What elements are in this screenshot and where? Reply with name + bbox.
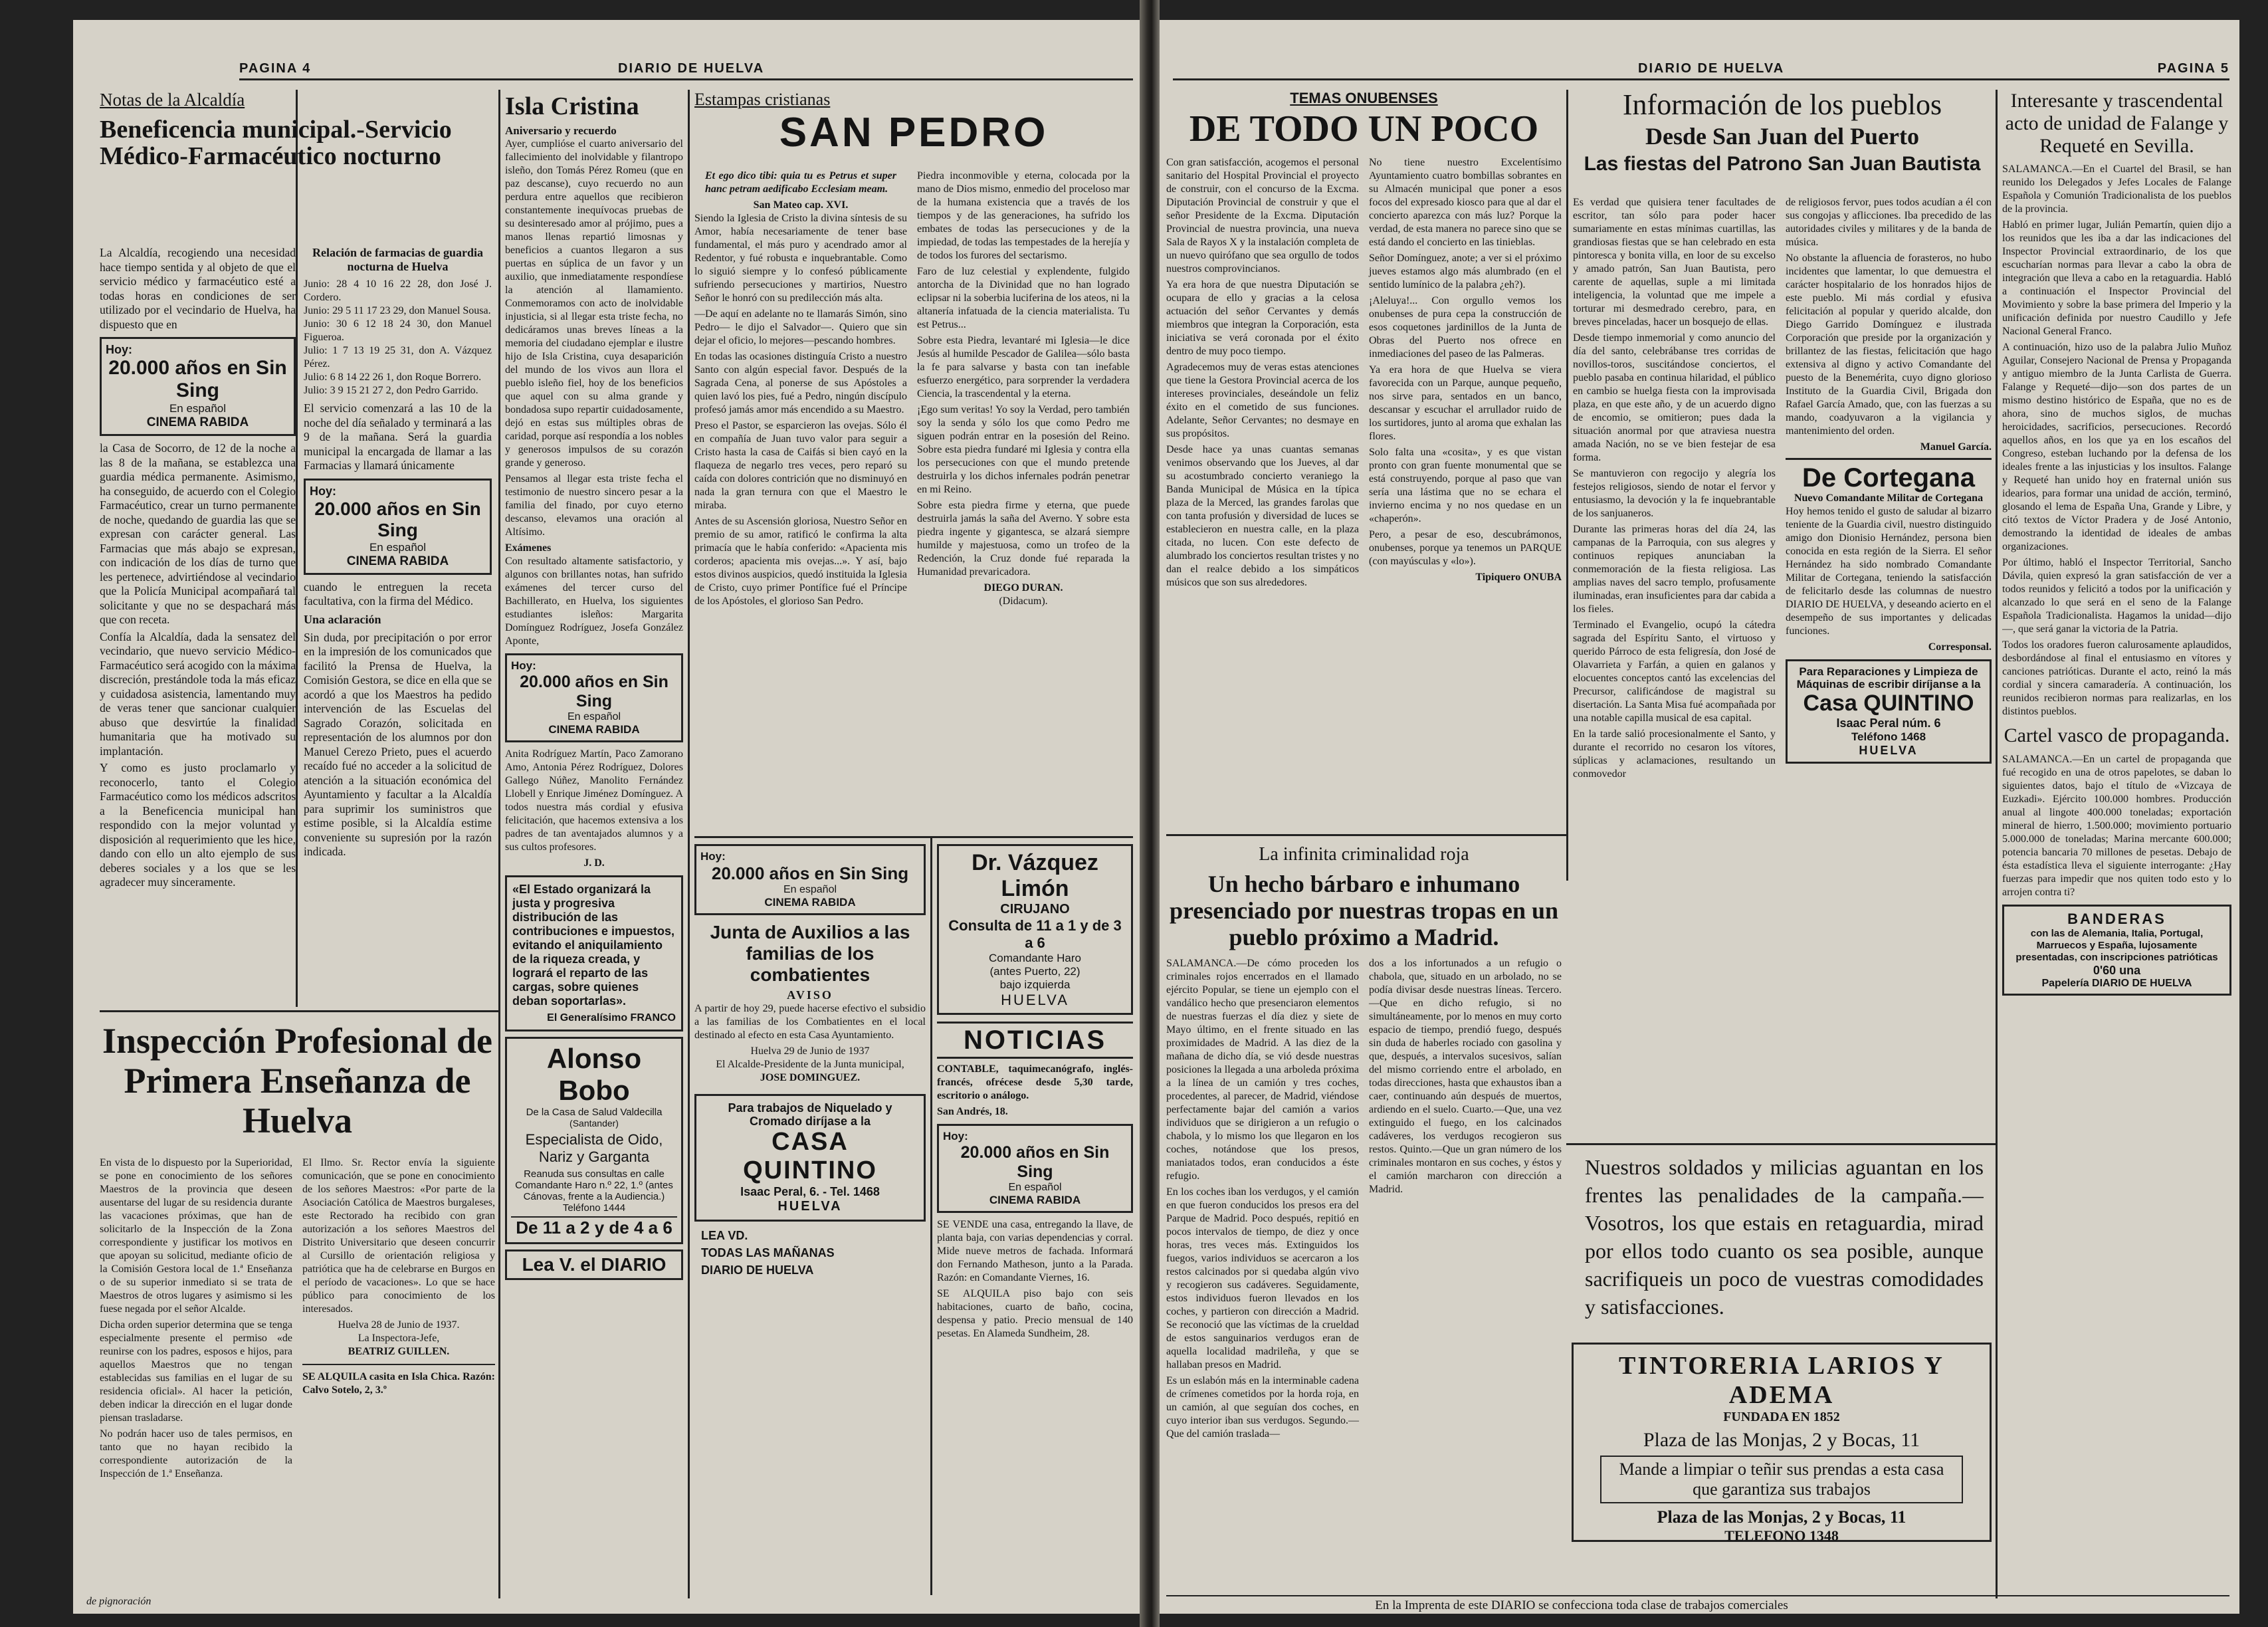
ad-hoy: Hoy:: [106, 343, 132, 356]
tintoreria-founded: FUNDADA EN 1852: [1723, 1410, 1840, 1424]
tintoreria-addr: Plaza de las Monjas, 2 y Bocas, 11: [1643, 1429, 1920, 1451]
ad-lang: En español: [783, 884, 837, 895]
lea-box: [694, 1227, 926, 1279]
ad-cinema: CINEMA RABIDA: [548, 722, 640, 736]
farmacia-item: Junio: 30 6 12 18 24 30, don Manuel Figueroa.: [304, 318, 492, 343]
farmacias-p2: cuando le entreguen la receta facultativa, con la firma del Médico.: [304, 580, 492, 607]
lea-l3: DIARIO DE HUELVA: [701, 1263, 814, 1277]
todo-p1: Con gran satisfacción, acogemos el personal sanitario del Hospital Provincial el proyecto de construir, con el concurso de la Excma. Diputación Provincial de construir y que el señor Presidente de la Excma. Diputación Provincial de nuestra provincia, una nueva Sala de Rayos X y la instalación completa de un nuevo quirófano que sea orgullo de todos nuestros comprovincianos.: [1166, 157, 1359, 274]
cortegana-sign: Corresponsal.: [1928, 641, 1992, 653]
col-rule: [688, 90, 690, 1598]
pueblos-p5: Terminado el Evangelio, ocupó la cátedra sagrada del Espíritu Santo, el virtuoso y querido Párroco de esta feligresía, don José de Olavarrieta y Farfán, a quien en galanos y elocuentes conceptos cantó las excelencias del Precursor, calificándose de magistral su disertación. La Santa Misa fué acompañada por una notable capilla musical de esa capital.: [1573, 619, 1776, 724]
junta-name: JOSE DOMINGUEZ.: [760, 1072, 861, 1083]
san-pedro-sign: DIEGO DURAN.: [983, 582, 1063, 594]
section-rule: [694, 836, 1133, 838]
cinema-ad: [505, 653, 683, 742]
section-rule: [1566, 1143, 1997, 1145]
quintino-addr: Isaac Peral, 6. - Tel. 1468: [740, 1185, 880, 1198]
epigraph-source: San Mateo cap. XVI.: [753, 199, 849, 211]
alcaldia-p4: Y como es justo proclamarlo y reconocerlo, tanto el Colegio Farmacéutico como los médicos adscritos a la Beneficencia municipal han respondido con la mejor voluntad y disposición al requerimiento que les hice, dando con ello un alto ejemplo de sus deberes sociales y a los que se les agradecer muy sinceramente.: [100, 761, 296, 889]
farmacias-title: Relación de farmacias de guardia nocturna de Huelva: [312, 246, 483, 273]
todo-p2: Ya era hora de que nuestra Diputación se ocupara de ello y gracias a la celosa actuación del señor Cervantes y demás miembros que integran la Corporación, esta iniciativa se verá coronada por el éxito dentro de muy poco tiempo.: [1166, 279, 1359, 357]
inspeccion-p1: En vista de lo dispuesto por la Superioridad, se pone en conocimiento de los señores Maestros de la provincia que deseen ausentarse del lugar de su residencia durante las vacaciones próximas, que han de solicitarlo de la Inspección de la Zona correspondiente y justificar los motivos en que apoyan su solicitud, mediante oficio de la Comisión Gestora local de 1.ª Enseñanza o de su superior inmediato si se trata de Maestros de otros lugares y asimismo si les fuese negada por el señor Alcalde.: [100, 1157, 292, 1315]
isla-p1: Ayer, cumplióse el cuarto aniversario del fallecimiento del inolvidable y filantropo isleño, don Tomás Pérez Romeu (que en paz descanse), cuyo recuerdo no aun perdura entre aquellos que recibieron constantemente inequívocas pruebas de su desinteresado amor al prójimo, pues a manos llenas repartió limosnas y beneficios a cuantos llegaron a sus puertas en súplica de un favor y un auxilio, que inmediatamente respondíese la atención al llamamiento. Conmemoramos con acto de inolvidable injusticia, si al llegar esta triste fecha, no dedicáramos unas breves líneas a la memoria del ciudadano ejemplar e ilustre hijo de Isla Cristina, cuya desaparición del mundo de los vivos aun llora el pueblo isleño fiel, hoy de los beneficios que aquel con su alma grande y bondadosa supo repartir cuidadosamente, dejó en estas sus múltiples obras de caridad, porque así respondía a los nobles y generosos impulsos de su corazón grande y generoso.: [505, 138, 683, 469]
banderas-seller: Papelería DIARIO DE HUELVA: [2041, 977, 2192, 989]
pueblos-p2: Desde tiempo inmemorial y como anuncio del día del santo, celebrábanse tres corridas de novillos-toros, suscitándose conciertos, el pueblo pasaba en continua hilaridad, el público en cambio se huelga fiesta con la improvisada plaza, en que este año, y de un acuerdo digno de encomio, se omitieron; pues dada la situación anormal por que atraviesa nuestra amada Nación, no se ve bien festejar de esa forma.: [1573, 332, 1776, 463]
falange-p3: A continuación, hizo uso de la palabra Julio Muñoz Aguilar, Consejero Nacional de Prensa y Propaganda y antiguo miembro de la Junta Carlista de Guerra. Falange y Requeté—dijo—son dos partes de un mismo destino histórico de España, que no es de ahora, sino de muchos siglos, de muchas heroicidades, sacrificios, persecuciones. Recordó aquellos años, en los que ya en los escaños del Congreso, esteban luchando por la defensa de los ideales frente a las injusticias y los insultos. Falange y Requeté han unido hoy en fraternal unión sus idearios, para formar una unidad de acción, terminó, glosando el lema de España Una, Grande y Libre, y citó textos de Víctor Pradera y de José Antonio, demostrando la identidad de ideales de ambas organizaciones.: [2002, 342, 2231, 552]
left-paper-name: DIARIO DE HUELVA: [618, 61, 765, 76]
vazquez-city: HUELVA: [1001, 992, 1069, 1008]
falange-p2: Habló en primer lugar, Julián Pemartín, quien dijo a los reunidos que les iba a dar las indicaciones del Inspector Provincial extraordinario, de los que escucharían normas para llevar a cabo la obra de integración que lleva a cabo en la retaguardia. Habló a continuación el Inspector Provincial del Movimiento y sobre la base primera del Imperio y la unificación definida por nuestro Caudillo y Jefe Nacional General Franco.: [2002, 219, 2231, 337]
vazquez-addr2: (antes Puerto, 22): [989, 965, 1081, 978]
alcaldia-kicker: Notas de la Alcaldía: [100, 90, 245, 110]
franco-sign: El Generalísimo FRANCO: [547, 1012, 676, 1024]
inspeccion-headline: Inspección Profesional de Primera Enseñanza de Huelva: [102, 1021, 492, 1140]
farmacias-p: El servicio comenzará a las 10 de la noche del día señalado y terminará a las 9 de la mañana. Será la guardia municipal la encargada de llamar a las Farmacias y llamará únicamente: [304, 401, 492, 472]
ad-lang: En español: [369, 540, 427, 554]
criminal-p2: En los coches iban los verdugos, y el camión en que fueron conducidos los presos era del Parque de Madrid. Poco después, repitió en pocos intervalos de tiempo, de diez y once horas, tres veces más. Extinguidos los fuegos, varios individuos se acercaron a los restos calcinados por si quedaba algún vivo y recogieron sus cadáveres. Seguidamente, estos individuos fueron llevados en los coches, y partieron con dirección a Madrid. Se reconoció que las víctimas de la crueldad de estos sanguinarios verdugos eran de aquella localidad madrileña, y que se hallaban presos en Madrid.: [1166, 1186, 1359, 1370]
banderas-ad: [2002, 905, 2231, 996]
ad-title: 20.000 años en Sin Sing: [314, 498, 481, 540]
section-rule: [100, 1010, 498, 1012]
farmacias-box: [304, 246, 492, 862]
quintino2-line1: Para Reparaciones y Limpieza de Máquinas de escribir diríjanse a la: [1796, 665, 1981, 691]
quintino2-addr: Isaac Peral núm. 6: [1836, 716, 1941, 730]
pueblos-p1: Es verdad que quisiera tener facultades de escritor, tan sólo para poder hacer sumariamente en estas mínimas cuartillas, las grandiosas fiestas que se han celebrado en esta pintoresca y bonita villa, en loor de su excelso y amado patrón, San Juan Bautista, pero carente de aquellas, suple a mi limitada inteligencia, la voluntad que me impele a torturar mi desmedrado cerebro, para, en breves pinceladas, hacer un bosquejo de ellas.: [1573, 197, 1776, 328]
farmacia-item: Julio: 1 7 13 19 25 31, don A. Vázquez Pérez.: [304, 345, 492, 370]
casa-quintino-ad-2: [1786, 659, 1992, 764]
alonso-bobo-ad: [505, 1037, 683, 1244]
pueblos-sub: Desde San Juan del Puerto: [1645, 123, 1920, 150]
left-page-number: PAGINA 4: [239, 61, 312, 76]
todo-p4: Desde hace ya unas cuantas semanas venimos observando que los Jueves, al dar su acostumbrado concierto veraniego la Banda Municipal de Música en la típica plaza de la Merced, las grandes farolas que con tanta profusión y diversidad de luces se establecieron en nuestra calle, en la plaza citada, no lucen. Con este defecto de alumbrado los conciertos resultan tristes y no dan el realce debido a los simpáticos músicos que son sus alrededores.: [1166, 444, 1359, 588]
isla-p4: Anita Rodríguez Martín, Paco Zamorano Amo, Antonia Pérez Rodríguez, Dolores Gallego Núñez, Manolito Fernández Llobell y Enrique Jiménez Domínguez. A todos nuestra más cordial y efusiva felicitación, que hacemos extensiva a los padres de tan aventajados alumnos y a sus cultos profesores.: [505, 748, 683, 853]
right-lower-column: [937, 844, 1133, 1595]
ad-cinema: CINEMA RABIDA: [764, 896, 856, 909]
junta-place: Huelva 29 de Junio de 1937: [750, 1045, 870, 1057]
ad-title: 20.000 años en Sin Sing: [711, 863, 909, 883]
noticias-n1: CONTABLE, taquimecanógrafo, inglés-francés, ofrécese desde 5,30 tarde, escritorio o análogo.: [937, 1063, 1133, 1101]
vazquez-role: CIRUJANO: [1000, 902, 1070, 917]
san-pedro-p9: ¡Ego sum veritas! Yo soy la Verdad, pero también soy la senda y sólo los que como Pedro me siguen podrán entrar en la posesión del Reino. Sobre esta piedra fundaré mi Iglesia y contra ella los persecuciones con que el mundo pretende destruirla y los dichos infernales podrán penetrar en mi Reino.: [917, 404, 1130, 495]
noticias-n3: SE ALQUILA piso bajo con seis habitaciones, cuarto de baño, cocina, despensa y patio. Precio mensual de 140 pesetas. En Alameda Sundheim, 28.: [937, 1288, 1133, 1339]
alquila-chica: SE ALQUILA casita en Isla Chica. Razón: Calvo Sotelo, 2, 3.º: [302, 1371, 495, 1396]
estampas-kicker: Estampas cristianas: [694, 90, 831, 109]
lea-l2: TODAS LAS MAÑANAS: [701, 1246, 835, 1259]
tintoreria-line2: que garantiza sus trabajos: [1693, 1479, 1871, 1499]
falange-p4: Por último, habló el Inspector Territorial, Sancho Dávila, quien expresó la gran satisfacción de ver a todos reunidos y felicitó a todos por la unificación y alcanzado lo que será en el seno de la Falange Española Tradicionalista. Hagamos la unidad—dijo—, que será ganar la victoria de la Patria.: [2002, 557, 2231, 635]
todo-p8: Ya era hora de que Huelva se viera favorecida con un Parque, aunque pequeño, nos sirve para, sentados en un banco, descansar y escuchar el arrullador ruido de los surtidores, junto al aroma que exhalan las flores.: [1369, 364, 1562, 442]
pueblos-sub2: Las fiestas del Patrono San Juan Bautista: [1584, 152, 1981, 175]
isla-cristina-article: [505, 90, 683, 1598]
junta-headline: Junta de Auxilios a las familias de los combatientes: [710, 922, 910, 985]
todo-p6: Señor Domínguez, anote; a ver si el próximo jueves estamos algo más alumbrado (en el sentido lumínico de la palabra ¿eh?).: [1369, 253, 1562, 290]
falange-headline: Interesante y trascendental acto de unidad de Falange y Requeté en Sevilla.: [2005, 90, 2229, 157]
isla-p3: Con resultado altamente satisfactorio, y algunos con brillantes notas, han sufrido exámenes del tercer curso del Bachillerato, en Huelva, los siguientes estudiantes isleños: Margarita Domínguez Rodríguez, Josefa González Aponte,: [505, 555, 683, 647]
san-pedro-p2: —De aquí en adelante no te llamarás Simón, sino Pedro— le dijo el Salvador—. Quiero que sin dejar el oficio, lo mejores—pescando hombres.: [694, 308, 907, 346]
pueblos-p6: En la tarde salió procesionalmente el Santo, y durante el recorrido no cesaron los vítores, súplicas y aclamaciones, resultando un conmovedor: [1573, 728, 1776, 780]
cinema-ad: [694, 844, 926, 915]
alonso-spec: Especialista de Oido, Nariz y Garganta: [525, 1131, 663, 1165]
vazquez-addr3: bajo izquierda: [999, 978, 1071, 991]
criminal-p1: SALAMANCA.—De cómo proceden los criminales rojos encerrados en el llamado ejército Popular, se tiene un ejemplo con el vandálico hecho que presenciaron elementos de nuestras fuerzas el día diez y siete de Mayo último, en el frente situado en las proximidades de Madrid. A las diez de la mañana de dicho día, se vió desde nuestras posiciones la llegada a una arboleda próxima a la línea de un camión y tres coches, procedentes, al parecer, de Madrid, viéndose perfectamente bajar del camión a varios individuos que se dirigieron a un refugio o chabola, y lo mismo los que llegaron en los coches, notándose que los presos, maniatados todos, eran conducidos a éste refugio.: [1166, 958, 1359, 1182]
san-pedro-article: [694, 90, 1133, 834]
ad-lang: En español: [169, 402, 227, 415]
falange-p6: SALAMANCA.—En un cartel de propaganda que fué recogido en una de otros papelotes, se daban lo siguientes datos, bajo el título de «Vizcaya de Euzkadi». Ejército 100.000 hombres. Producción anual al lingote 400.000 toneladas; exportación mineral de hierro, 1.500.000; movimiento portuario 5.000.000 de toneladas; Marina mercante 600.000; potencia bancaria 70 millones de pesetas. Debajo de ésta estadística lleva el siguiente interrogante: ¿Hay fuerzas para impedir que nos quiten todo esto y lo arrojen contra ti?: [2002, 753, 2231, 898]
book-gutter: [1140, 0, 1160, 1627]
lea-diario-ad: Lea V. el DIARIO: [505, 1249, 683, 1280]
cortegana-sub: Nuevo Comandante Militar de Cortegana: [1794, 492, 1984, 504]
ad-title: 20.000 años en Sin Sing: [108, 357, 287, 401]
cartel-headline: Cartel vasco de propaganda.: [2004, 724, 2230, 746]
quintino-name: CASA QUINTINO: [743, 1128, 877, 1184]
pueblos-sign: Manuel García.: [1920, 441, 1992, 453]
pueblos-p4: Durante las primeras horas del día 24, las campanas de la Parroquia, con sus alegres y continuos repiques anunciaban la conmemoración de la fiesta religiosa. Las amplias naves del sacro templo, profusamente iluminadas, eran insuficientes para dar cabida a los fieles.: [1573, 524, 1776, 615]
banderas-title: BANDERAS: [2067, 910, 2166, 927]
inspeccion-p4: El Ilmo. Sr. Rector envía la siguiente comunicación, que se pone en conocimiento de los señores Maestros: «Por parte de la Asociación Católica de Maestros burgaleses, este Rectorado ha recibido con gran autorización a los señores Maestros del Distrito Universitario que deseen concurrir al Cursillo de orientación religiosa y patriótica que ha de celebrarse en Burgos en el período de vacaciones». Lo que se hace público para conocimiento de los interesados.: [302, 1157, 495, 1315]
noticias-n1b: San Andrés, 18.: [937, 1106, 1008, 1117]
col-rule: [1996, 90, 1998, 1598]
inspeccion-place: Huelva 28 de Junio de 1937.: [338, 1319, 460, 1331]
noticias-title: NOTICIAS: [937, 1022, 1133, 1059]
todo-kicker: TEMAS ONUBENSES: [1290, 90, 1438, 106]
imprenta-notice: En la Imprenta de este DIARIO se confecciona toda clase de trabajos comerciales: [1375, 1598, 1788, 1612]
epigraph: Et ego dico tibi: quia tu es Petrus et super hanc petram aedificabo Ecclesiam meam.: [705, 170, 896, 195]
franco-quote: «El Estado organizará la justa y progresiva distribución de las contribuciones e impuestos, evitando el aniquilamiento de la riqueza creada, y logrará el reparto de las cargas, sobre quienes deban soportarlas».: [512, 882, 675, 1008]
alonso-name: Alonso Bobo: [546, 1042, 642, 1106]
alcaldia-p2: la Casa de Socorro, de 12 de la noche a las 8 de la mañana, se establezca una guardia médica permanente. Asimismo, ha conseguido, de acuerdo con el Colegio Farmacéutico, crear un turno permanente de noche, quedando de guardia las que se expresan con carácter general. Las Farmacias que más abajo se expresan, con indicación de los días de turno que les pertenece, advirtiéndose al vecindario que la Policía Municipal acompañará tal solicitante y que no se despachará más que con receta.: [100, 441, 296, 626]
banderas-text: con las de Alemania, Italia, Portugal, Marruecos y España, lujosamente presentadas, con inscripciones patrióticas: [2015, 927, 2218, 963]
right-paper-name: DIARIO DE HUELVA: [1638, 61, 1785, 76]
vazquez-addr1: Comandante Haro: [989, 952, 1081, 964]
san-pedro-sign2: (Didacum).: [999, 596, 1048, 607]
vazquez-name: Dr. Vázquez Limón: [972, 850, 1098, 901]
inspeccion-article: [100, 1017, 495, 1595]
banderas-price: 0'60 una: [2093, 963, 2141, 977]
todo-p7: ¡Aleluya!... Con orgullo vemos los onubenses de pura cepa la construcción de esos coquetones jardinillos de la Junta de Obras del Puerto nos ofrece en inmediaciones del paseo de las Palmeras.: [1369, 295, 1562, 360]
isla-title: Isla Cristina: [505, 92, 639, 120]
tintoreria-name: TINTORERIA LARIOS Y ADEMA: [1619, 1352, 1944, 1409]
franco-quote-box: [505, 875, 683, 1031]
ad-hoy: Hoy:: [943, 1130, 968, 1142]
quintino-city: HUELVA: [777, 1199, 843, 1214]
tintoreria-tel: TELEFONO 1348: [1724, 1527, 1839, 1544]
pueblos-p7: de religiosos fervor, pues todos acudían a él con sus congojas y aflicciones. Iba precedido de las autoridades civiles y militares y de la banda de música.: [1786, 197, 1992, 248]
lea-l1: LEA VD.: [701, 1229, 748, 1242]
pueblos-kicker: Información de los pueblos: [1622, 90, 1942, 121]
junta-role: El Alcalde-Presidente de la Junta municipal,: [716, 1059, 904, 1070]
aclaracion-p: Sin duda, por precipitación o por error en la impresión de los comunicados que facilitó la Prensa de Huelva, la Comisión Gestora, se dice en ella que se acordó a que los Maestros ha pedido intervención de las Escuelas del Sagrado Corazón, solicitada en representación de los alumnos por don Manuel Cerezo Prieto, pues el acuerdo recaído fué no acceder a la solicitud de atención a la situación económica del Ayuntamiento y facultar a la Alcaldía para suprimir los suministros que estime posible, si la Alcaldía estime conveniente su supresión por la razón indicada.: [304, 630, 492, 858]
ad-cinema: CINEMA RABIDA: [989, 1194, 1081, 1206]
san-pedro-p6: Piedra inconmovible y eterna, colocada por la mano de Dios mismo, enmedio del proceloso mar de la humana existencia que a través de los tiempos y de las generaciones, ha sufrido los embates de todas las persecuciones y de la impiedad, de todas las tempestades de la herejía y de todos los furores del sectarismo.: [917, 170, 1130, 261]
ad-title: 20.000 años en Sin Sing: [520, 672, 669, 710]
farmacia-item: Junio: 28 4 10 16 22 28, don José J. Cordero.: [304, 278, 492, 303]
soldados-notice: [1585, 1153, 1984, 1346]
alcaldia-headline: Beneficencia municipal.-Servicio Médico-Farmacéutico nocturno: [100, 116, 452, 170]
lower-ads-column: [694, 844, 926, 1595]
farmacias-list: [304, 278, 492, 397]
criminal-kicker: La infinita criminalidad roja: [1259, 844, 1469, 865]
inspeccion-role: La Inspectora-Jefe,: [358, 1333, 440, 1344]
cinema-ad: [100, 337, 296, 436]
isla-sign: J. D.: [583, 857, 605, 869]
isla-sub: Aniversario y recuerdo: [505, 124, 617, 137]
ad-hoy: Hoy:: [700, 850, 726, 863]
pueblos-p3: Se mantuvieron con regocijo y alegría los festejos religiosos, siendo de notar el fervor y entusiasmo, la devoción y la fe inquebrantable de los sanjuaneros.: [1573, 468, 1776, 519]
junta-sub: AVISO: [787, 988, 833, 1002]
falange-p1: SALAMANCA.—En el Cuartel del Brasil, se han reunido los Delegados y Jefes Locales de Falange Española y Comunión Tradicionalista de los pueblos de la provincia.: [2002, 163, 2231, 215]
left-footer-fragment: de pignoración: [86, 1596, 152, 1607]
todo-headline: DE TODO UN POCO: [1189, 108, 1539, 150]
alcaldia-p3: Confía la Alcaldía, dada la sensatez del vecindario, que nuevo servicio Médico-Farmacéutico será acogido con la máxima discreción, prestándole toda la más eficaz y cuidadosa asistencia, lamentando muy de veras tener que sancionar cualquier abuso que desvirtúe la finalidad humanitaria que ha motivado su implantación.: [100, 629, 296, 758]
san-pedro-headline: SAN PEDRO: [779, 110, 1049, 156]
right-page-number: PAGINA 5: [2157, 61, 2229, 76]
alcaldia-p1: La Alcaldía, recogiendo una necesidad hace tiempo sentida y al objeto de que el servicio médico y farmacéutico esté a todas horas en condiciones de ser utilizado por el vecindario de Huelva, ha dispuesto que en: [100, 246, 296, 331]
alonso-line1: De la Casa de Salud Valdecilla: [526, 1106, 663, 1118]
farmacia-item: Julio: 6 8 14 22 26 1, don Roque Borrero.: [304, 372, 482, 383]
criminal-headline: Un hecho bárbaro e inhumano presenciado por nuestras tropas en un pueblo próximo a Madrid.: [1169, 871, 1559, 950]
quintino2-name: Casa QUINTINO: [1803, 691, 1974, 716]
pueblos-article: [1573, 90, 1992, 947]
san-pedro-p8: Sobre esta Piedra, levantaré mi Iglesia—le dice Jesús al humilde Pescador de Galilea—sólo basta la fe para salvarse y basta con tan inefable esfuerzo energético, para sorprender la verdadera Ciencia, la trascendental y la eterna.: [917, 335, 1130, 399]
ad-cinema: CINEMA RABIDA: [346, 554, 449, 568]
col-rule: [498, 90, 500, 1598]
todo-sign: Tipiquero ONUBA: [1475, 572, 1562, 583]
quintino2-tel: Teléfono 1468: [1851, 730, 1926, 743]
criminal-p3: Es un eslabón más en la interminable cadena de crímenes cometidos por la horda roja, en un camión, al que seguían dos coches, en cuyo interior iban sus verdugos. Segundo.—Que del camión traslada—: [1166, 1375, 1359, 1440]
section-rule: [1166, 834, 1566, 836]
vazquez-hours: Consulta de 11 a 1 y de 3 a 6: [948, 917, 1122, 951]
todo-p10: Pero, a pesar de eso, descubrámonos, onubenses, porque ya tenemos un PARQUE (con mayúsculas y «lo»).: [1369, 529, 1562, 567]
alcaldia-article: [100, 90, 492, 1007]
left-page: [73, 20, 1140, 1614]
farmacia-item: Junio: 29 5 11 17 23 29, don Manuel Sousa.: [304, 305, 491, 316]
cinema-ad: [937, 1124, 1133, 1213]
san-pedro-p4: Preso el Pastor, se esparcieron las ovejas. Sólo él en compañía de Juan tuvo valor para seguir a Cristo hasta la casa de Caifás si bien cayó en la flaqueza de negarlo tres veces, pero reparó su caída con dolores contrición que no disminuyó en nada la gran ternura con que el Maestro le miraba.: [694, 420, 907, 511]
todo-p9: Solo falta una «cosita», y es que vistan pronto con gran fuente monumental que se está construyendo, porque al paso que van sería una lástima que no se echara el invierno encima y no nos quedase en un «chaperón».: [1369, 447, 1562, 524]
quintino-line1: Para trabajos de Niquelado y Cromado diríjase a la: [728, 1101, 892, 1128]
ad-hoy: Hoy:: [511, 659, 536, 672]
falange-p5: Todos los oradores fueron calurosamente aplaudidos, desbordándose al final el entusiasmo en vítores y canciones patrióticas. Durante el acto, reinó la más cordial y sincera camaradería. A continuación, los reunidos recibieron normas para realizarlas, en los distintos pueblos.: [2002, 639, 2231, 717]
alonso-hours: De 11 a 2 y de 4 a 6: [511, 1216, 677, 1238]
ad-hoy: Hoy:: [310, 484, 336, 498]
san-pedro-p7: Faro de luz celestial y explendente, fulgido antorcha de la Divinidad que no han logrado eclipsar ni la soberbia luciferina de los ateos, ni la altanería infatuada de la ciencia materialista. Tu est Petrus...: [917, 266, 1130, 330]
inspeccion-p2: Dicha orden superior determina que se tenga especialmente presente el permiso «de reunirse con los padres, esposos e hijos, para aquellos Maestros que no tengan establecidas sus familias en el lugar de su residencia oficial». Al hacer la petición, deben indicar la dirección en el lugar donde piensan trasladarse.: [100, 1319, 292, 1424]
cortegana-title: De Cortegana: [1802, 463, 1976, 492]
san-pedro-p3: En todas las ocasiones distinguía Cristo a nuestro Santo con algún especial favor. Después de la Sagrada Cena, al ponerse de sus Apóstoles a quien lavó los pies, fué a Pedro, ningún discípulo profesó jamás amor más encendido a su Maestro.: [694, 351, 907, 415]
quintino2-city: HUELVA: [1859, 744, 1918, 757]
aclaracion-sub: Una aclaración: [304, 612, 381, 626]
tintoreria-line1: Mande a limpiar o teñir sus prendas a esta casa: [1619, 1460, 1944, 1479]
vazquez-limon-ad: [937, 844, 1133, 1015]
tintoreria-addr2: Plaza de las Monjas, 2 y Bocas, 11: [1657, 1507, 1907, 1527]
tintoreria-ad: [1572, 1343, 1992, 1542]
isla-sub2: Exámenes: [505, 542, 552, 554]
falange-article: [2002, 90, 2231, 1595]
todo-p3: Agradecemos muy de veras estas atenciones que tiene la Gestora Provincial acerca de los intereses provinciales, deseándole un feliz éxito en el cometido de sus funciones. Adelante, Señor Cervantes; no desmaye en sus propósitos.: [1166, 362, 1359, 439]
san-pedro-p1: Siendo la Iglesia de Cristo la divina síntesis de su Amor, había necesariamente de tener base fundamental, el más puro y acendrado amor al Redentor, y fué robusta e inquebrantable. Como lo siguió siempre y lo confesó públicamente sufriendo persecuciones y martirios, Nuestro Señor le honró con su predilección más alta.: [694, 213, 907, 304]
isla-p2: Pensamos al llegar esta triste fecha el testimonio de nuestro sincero pesar a la familia del finado, por cuyo eterno descanso, elevamos una oración al Altísimo.: [505, 473, 683, 538]
criminalidad-article: [1166, 844, 1562, 1595]
inspeccion-name: BEATRIZ GUILLEN.: [348, 1346, 450, 1357]
san-pedro-p5: Antes de su Ascensión gloriosa, Nuestro Señor en premio de su amor, ratificó le confirma la alta primacía que le había conferido: «Apacienta mis corderos; apacienta mis ovejas...». Y así, bajo estos divinos auspicios, quedó instituida la Iglesia de Cristo, cuyo primer Pontífice fué el Príncipe de los Apóstoles, el glorioso San Pedro.: [694, 516, 907, 607]
pueblos-p8: No obstante la afluencia de forasteros, no hubo incidentes que lamentar, lo que demuestra el carácter hospitalario de los honrados hijos de este pueblo. Mi más cordial y efusiva felicitación al popular y querido alcalde, don Diego Garrido Domínguez e ilustrada Corporación que preside por la organización y brillantez de las fiestas, felicitación que hago extensiva al digno y activo Comandante del puesto de la Benemérita, cuyo digno glorioso Instituto de la Guardia Civil, Brigada don Rafael García Amado, que, con las fuerzas a su mando, coadyuvaron a la vigilancia y mantenimiento del orden.: [1786, 253, 1992, 437]
junta-p: A partir de hoy 29, puede hacerse efectivo el subsidio a las familias de los Combatientes en el local destinado al efecto en esta Casa Ayuntamiento.: [694, 1003, 926, 1041]
inspeccion-p3: No podrán hacer uso de tales permisos, en tanto que no hayan recibido la correspondiente autorización de la Inspección de 1.ª Enseñanza.: [100, 1428, 292, 1479]
farmacia-item: Julio: 3 9 15 21 27 2, don Pedro Garrido.: [304, 385, 478, 396]
col-rule: [1566, 90, 1568, 881]
ad-cinema: CINEMA RABIDA: [146, 415, 249, 429]
todo-p5: No tiene nuestro Excelentísimo Ayuntamiento cuatro bombillas sobrantes en su Almacén municipal que poner a esos focos del expresado kiosco para que al dar el concierto aparezca con más luz? Porque la verdad, de esta manera no parece sino que se está dando el concierto en las tinieblas.: [1369, 157, 1562, 248]
noticias-n2: SE VENDE una casa, entregando la llave, de planta baja, con varias dependencias y corral. Mide nueve metros de fachada. Informará don Fernando Matheson, junto a la Parada. Razón: en Comandante Viernes, 16.: [937, 1219, 1133, 1283]
san-pedro-p10: Sobre esta piedra firme y eterna, que puede destruirla jamás la saña del Averno. Y sobre esta piedra ingente y gigantesca, se alzará siempre humilde y majestuosa, como un trofeo de la Redención, la Cruz donde fué reparada la Humanidad prevaricadora.: [917, 500, 1130, 578]
ad-lang: En español: [1008, 1182, 1062, 1193]
todo-un-poco-article: [1166, 90, 1562, 831]
alonso-p: Reanuda sus consultas en calle Comandante Haro n.º 22, 1.º (antes Cánovas, frente a la Audiencia.) Teléfono 1444: [515, 1168, 673, 1214]
cinema-ad: [304, 479, 492, 575]
criminal-p4: dos a los infortunados a un refugio o chabola, que, situado en un arbolado, no se podía divisar desde nuestras líneas. Tercero.—Que en dicho refugio, si no simultáneamente, por lo menos en muy corto espacio de tiempo, prendió fuego, después sin duda de haberles rociado con gasolina y que, después, a intervalos sucesivos, salían del mismo corriendo entre el arbolado, en todas direcciones, hasta que exhaustos iban a caer, continuando aún después de muertos, ardiendo en el suelo. Cuarto.—Que, una vez extinguido el fuego, en los calcinados cadáveres, los verdugos recogieron sus restos. Quinto.—Que un gran número de los criminales montaron en sus coches, y éstos y el camión marcharon con dirección a Madrid.: [1369, 958, 1562, 1195]
soldados-text: Nuestros soldados y milicias aguantan en los frentes las penalidades de la campaña.—Vosotros, los que estais en retaguardia, mirad por ellos todo cuanto os sea posible, aunque sacrifiqueis un poco de vuestras comodidades y satisfacciones.: [1585, 1155, 1984, 1319]
left-running-head: [239, 61, 1133, 80]
ad-lang: En español: [567, 710, 621, 722]
alonso-line2: (Santander): [569, 1117, 619, 1129]
right-page: [1160, 20, 2239, 1614]
ad-title: 20.000 años en Sin Sing: [960, 1143, 1110, 1181]
col-rule: [930, 837, 932, 1595]
casa-quintino-ad: [694, 1094, 926, 1222]
right-running-head: [1173, 61, 2229, 80]
cortegana-p: Hoy hemos tenido el gusto de saludar al bizarro teniente de la Guardia civil, nuestro distinguido amigo don Dionisio Hernández, persona bien conocida en esta región de la Sierra. El señor Hernández ha sido nombrado Comandante Militar de Cortegana, teniendo la satisfacción de felicitarlo desde las columnas de nuestro DIARIO DE HUELVA, y deseando acierto en el desempeño de sus importantes y delicadas funciones.: [1786, 506, 1992, 637]
